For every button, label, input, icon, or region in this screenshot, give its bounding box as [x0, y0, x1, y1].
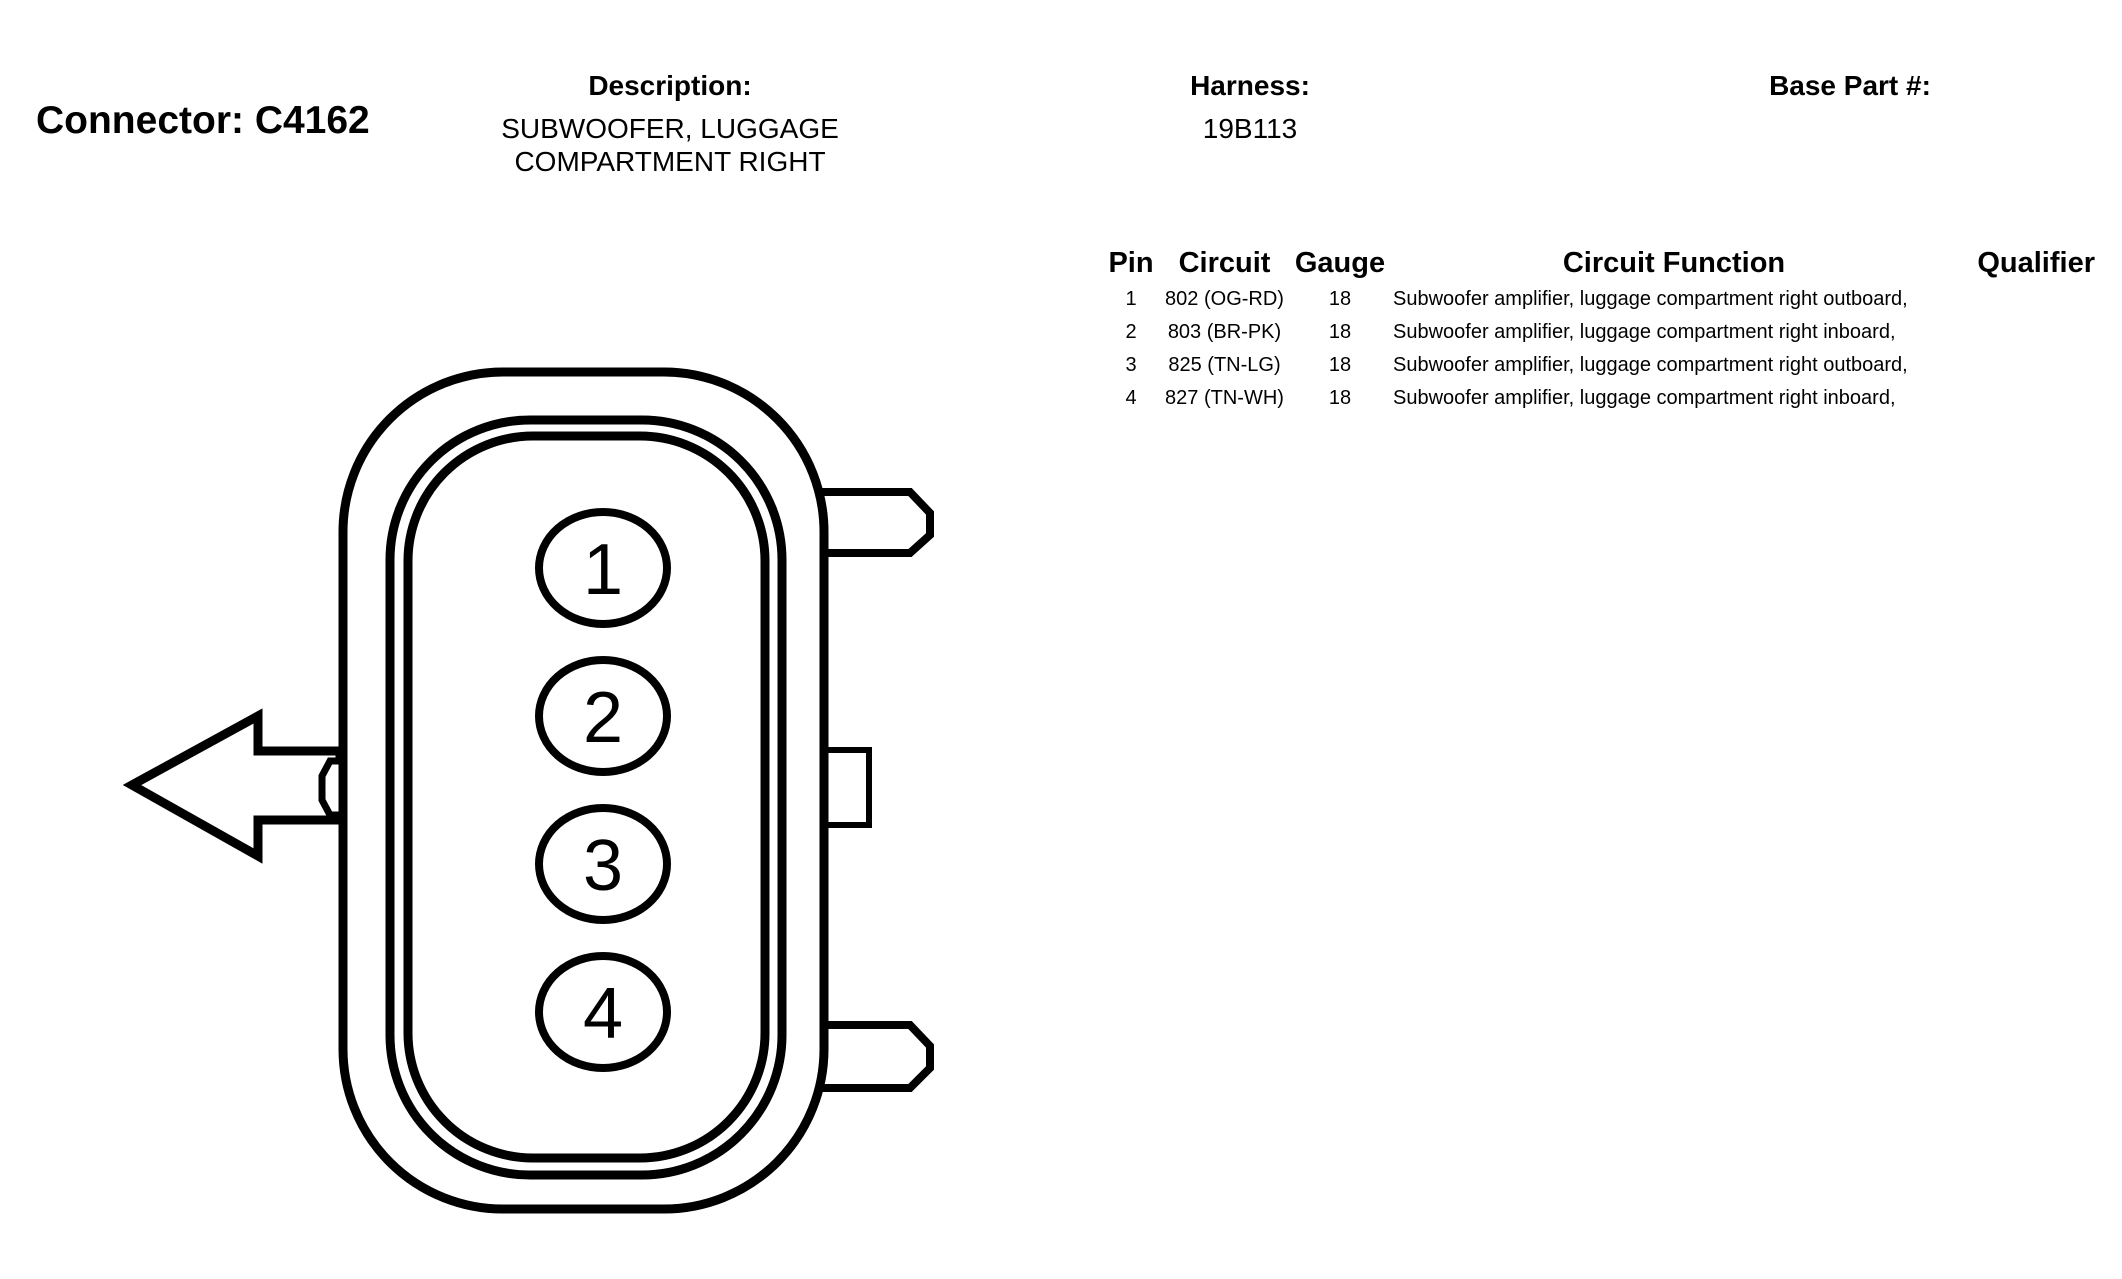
connector-title: Connector: C4162	[36, 99, 370, 142]
cell-gauge: 18	[1328, 354, 1352, 376]
header-pin: Pin	[1108, 246, 1154, 279]
cell-gauge: 18	[1328, 288, 1352, 310]
cell-circuit-function: Subwoofer amplifier, luggage compartment right outboard,	[1393, 288, 1908, 310]
cell-pin: 1	[1125, 288, 1137, 310]
cell-circuit-function: Subwoofer amplifier, luggage compartment right inboard,	[1393, 387, 1896, 409]
harness-value: 19B113	[1202, 113, 1298, 144]
cell-circuit: 803 (BR-PK)	[1167, 321, 1282, 343]
right-bottom-latch	[820, 1025, 930, 1088]
pin-number-2: 2	[582, 678, 624, 758]
cell-pin: 4	[1125, 387, 1137, 409]
base-part-label: Base Part #:	[1769, 70, 1931, 101]
cell-pin: 2	[1125, 321, 1137, 343]
cell-circuit-function: Subwoofer amplifier, luggage compartment right inboard,	[1393, 321, 1896, 343]
description-line-1: SUBWOOFER, LUGGAGE	[501, 113, 839, 144]
header-qualifier: Qualifier	[1977, 246, 2095, 279]
pin-number-3: 3	[582, 826, 624, 906]
header-circuit: Circuit	[1178, 246, 1271, 279]
locking-arrow-shape	[132, 716, 340, 856]
pin-number-4: 4	[582, 974, 624, 1054]
pin-number-1: 1	[582, 530, 624, 610]
cell-gauge: 18	[1328, 387, 1352, 409]
right-middle-tab	[824, 750, 869, 825]
cell-circuit: 802 (OG-RD)	[1165, 288, 1284, 310]
cell-circuit: 825 (TN-LG)	[1168, 354, 1281, 376]
header-gauge: Gauge	[1294, 246, 1386, 279]
description-label: Description:	[588, 70, 752, 101]
harness-label: Harness:	[1190, 70, 1310, 101]
cell-circuit: 827 (TN-WH)	[1165, 387, 1284, 409]
cell-gauge: 18	[1328, 321, 1352, 343]
description-line-2: COMPARTMENT RIGHT	[514, 146, 826, 177]
header-circuit-function: Circuit Function	[1562, 246, 1786, 279]
right-top-latch	[820, 492, 930, 553]
cell-circuit-function: Subwoofer amplifier, luggage compartment right outboard,	[1393, 354, 1908, 376]
cell-pin: 3	[1125, 354, 1137, 376]
